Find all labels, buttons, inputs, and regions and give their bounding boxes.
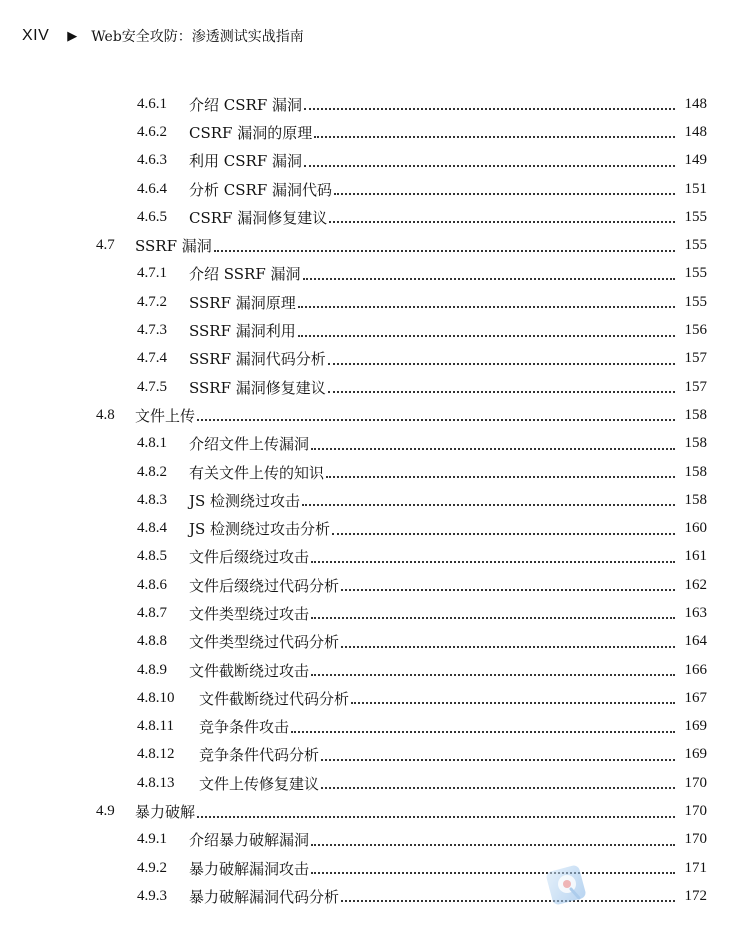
toc-dot-leader xyxy=(291,731,675,733)
toc-subsection-row[interactable] xyxy=(0,543,749,571)
toc-title: SSRF 漏洞原理 xyxy=(189,293,296,312)
toc-page-number: 160 xyxy=(684,520,707,537)
toc-dot-leader xyxy=(321,759,675,761)
toc-number: 4.7.5 xyxy=(137,378,167,395)
toc-page-number: 157 xyxy=(684,350,707,367)
toc-section-row[interactable] xyxy=(0,797,749,825)
toc-page-number: 166 xyxy=(684,661,707,678)
toc-number: 4.8.8 xyxy=(137,633,167,650)
toc-number: 4.8.9 xyxy=(137,661,167,678)
toc-dot-leader xyxy=(329,221,675,223)
watermark-logo-icon xyxy=(541,858,593,910)
toc-section-row[interactable] xyxy=(0,401,749,429)
toc-page-number: 151 xyxy=(684,180,707,197)
toc-page-number: 158 xyxy=(684,463,707,480)
toc-title: 介绍暴力破解漏洞 xyxy=(189,831,310,850)
toc-subsection-row[interactable] xyxy=(0,260,749,288)
toc-subsection-row[interactable] xyxy=(0,458,749,486)
toc-dot-leader xyxy=(298,306,675,308)
toc-title: 介绍 CSRF 漏洞 xyxy=(189,95,302,114)
toc-page-number: 148 xyxy=(684,123,707,140)
toc-subsection-row[interactable] xyxy=(0,854,749,882)
toc-page-number: 167 xyxy=(684,689,707,706)
toc-dot-leader xyxy=(328,391,675,393)
toc-subsection-row[interactable] xyxy=(0,769,749,797)
toc-page-number: 158 xyxy=(684,406,707,423)
toc-page-number: 171 xyxy=(684,859,707,876)
toc-title: 介绍 SSRF 漏洞 xyxy=(189,265,301,284)
toc-number: 4.7.3 xyxy=(137,322,167,339)
toc-dot-leader xyxy=(351,702,675,704)
toc-page-number: 170 xyxy=(684,831,707,848)
toc-number: 4.8.12 xyxy=(137,746,175,763)
toc-title: 竞争条件代码分析 xyxy=(199,746,320,765)
toc-subsection-row[interactable] xyxy=(0,345,749,373)
toc-dot-leader xyxy=(321,787,675,789)
toc-page-number: 148 xyxy=(684,95,707,112)
toc-page-number: 158 xyxy=(684,491,707,508)
toc-page-number: 155 xyxy=(684,208,707,225)
toc-number: 4.7 xyxy=(96,237,115,254)
toc-dot-leader xyxy=(341,646,675,648)
toc-subsection-row[interactable] xyxy=(0,599,749,627)
toc-title: 利用 CSRF 漏洞 xyxy=(189,152,302,171)
toc-number: 4.6.2 xyxy=(137,123,167,140)
toc-page-number: 164 xyxy=(684,633,707,650)
toc-dot-leader xyxy=(326,476,675,478)
toc-dot-leader xyxy=(311,448,675,450)
running-header xyxy=(22,24,304,48)
toc-subsection-row[interactable] xyxy=(0,118,749,146)
toc-page-number: 169 xyxy=(684,718,707,735)
toc-page-number: 169 xyxy=(684,746,707,763)
toc-dot-leader xyxy=(298,335,675,337)
toc-section-row[interactable] xyxy=(0,231,749,259)
toc-title: SSRF 漏洞 xyxy=(135,237,212,256)
toc-number: 4.7.4 xyxy=(137,350,167,367)
toc-number: 4.7.1 xyxy=(137,265,167,282)
toc-title: 文件截断绕过攻击 xyxy=(189,661,310,680)
toc-dot-leader xyxy=(304,165,675,167)
toc-dot-leader xyxy=(332,533,675,535)
toc-subsection-row[interactable] xyxy=(0,514,749,542)
toc-number: 4.8.13 xyxy=(137,774,175,791)
toc-title: 文件上传 xyxy=(135,406,196,425)
toc-dot-leader xyxy=(314,136,675,138)
toc-page-number: 170 xyxy=(684,803,707,820)
toc-subsection-row[interactable] xyxy=(0,288,749,316)
toc-title: 文件截断绕过代码分析 xyxy=(199,689,350,708)
toc-number: 4.9 xyxy=(96,803,115,820)
toc-subsection-row[interactable] xyxy=(0,713,749,741)
toc-subsection-row[interactable] xyxy=(0,90,749,118)
toc-number: 4.8.5 xyxy=(137,548,167,565)
toc-page-number: 172 xyxy=(684,887,707,904)
toc-number: 4.8.6 xyxy=(137,576,167,593)
toc-page-number: 156 xyxy=(684,322,707,339)
toc-title: 文件上传修复建议 xyxy=(199,774,320,793)
toc-number: 4.6.5 xyxy=(137,208,167,225)
toc-title: 暴力破解 xyxy=(135,803,196,822)
toc-subsection-row[interactable] xyxy=(0,373,749,401)
toc-title: JS 检测绕过攻击 xyxy=(189,491,301,510)
toc-subsection-row[interactable] xyxy=(0,628,749,656)
toc-dot-leader xyxy=(334,193,675,195)
toc-page-number: 155 xyxy=(684,237,707,254)
toc-subsection-row[interactable] xyxy=(0,316,749,344)
toc-dot-leader xyxy=(311,844,675,846)
toc-page-number: 163 xyxy=(684,604,707,621)
toc-page-number: 149 xyxy=(684,152,707,169)
toc-subsection-row[interactable] xyxy=(0,175,749,203)
toc-number: 4.6.4 xyxy=(137,180,167,197)
toc-subsection-row[interactable] xyxy=(0,571,749,599)
toc-dot-leader xyxy=(311,617,675,619)
book-title: Web安全攻防：渗透测试实战指南 xyxy=(91,29,304,45)
toc-number: 4.9.1 xyxy=(137,831,167,848)
toc-dot-leader xyxy=(303,278,675,280)
toc-title: 文件后缀绕过代码分析 xyxy=(189,576,340,595)
toc-number: 4.6.3 xyxy=(137,152,167,169)
table-of-contents xyxy=(0,90,749,911)
toc-dot-leader xyxy=(311,674,675,676)
toc-subsection-row[interactable] xyxy=(0,486,749,514)
toc-number: 4.8.3 xyxy=(137,491,167,508)
toc-subsection-row[interactable] xyxy=(0,430,749,458)
toc-dot-leader xyxy=(197,419,675,421)
toc-number: 4.8.2 xyxy=(137,463,167,480)
toc-title: SSRF 漏洞修复建议 xyxy=(189,378,326,397)
toc-dot-leader xyxy=(304,108,675,110)
toc-page-number: 170 xyxy=(684,774,707,791)
toc-page-number: 157 xyxy=(684,378,707,395)
toc-subsection-row[interactable] xyxy=(0,684,749,712)
toc-title: CSRF 漏洞的原理 xyxy=(189,123,313,142)
toc-dot-leader xyxy=(214,250,675,252)
toc-title: 竞争条件攻击 xyxy=(199,718,290,737)
toc-number: 4.7.2 xyxy=(137,293,167,310)
toc-dot-leader xyxy=(311,872,675,874)
toc-title: 文件类型绕过代码分析 xyxy=(189,633,340,652)
triangle-arrow-icon: ▶ xyxy=(67,28,78,44)
toc-number: 4.8.7 xyxy=(137,604,167,621)
toc-title: CSRF 漏洞修复建议 xyxy=(189,208,328,227)
toc-subsection-row[interactable] xyxy=(0,741,749,769)
toc-dot-leader xyxy=(197,816,675,818)
toc-title: SSRF 漏洞利用 xyxy=(189,322,296,341)
toc-number: 4.6.1 xyxy=(137,95,167,112)
toc-title: 暴力破解漏洞代码分析 xyxy=(189,887,340,906)
toc-number: 4.8.4 xyxy=(137,520,167,537)
toc-page-number: 155 xyxy=(684,265,707,282)
toc-title: SSRF 漏洞代码分析 xyxy=(189,350,326,369)
toc-subsection-row[interactable] xyxy=(0,882,749,910)
toc-number: 4.8.10 xyxy=(137,689,175,706)
toc-title: 暴力破解漏洞攻击 xyxy=(189,859,310,878)
toc-title: 介绍文件上传漏洞 xyxy=(189,435,310,454)
toc-subsection-row[interactable] xyxy=(0,656,749,684)
toc-dot-leader xyxy=(341,589,675,591)
toc-page-number: 158 xyxy=(684,435,707,452)
toc-number: 4.9.2 xyxy=(137,859,167,876)
toc-number: 4.8 xyxy=(96,406,115,423)
toc-page-number: 161 xyxy=(684,548,707,565)
toc-subsection-row[interactable] xyxy=(0,203,749,231)
toc-dot-leader xyxy=(302,504,675,506)
toc-page-number: 162 xyxy=(684,576,707,593)
toc-dot-leader xyxy=(341,900,675,902)
toc-dot-leader xyxy=(311,561,675,563)
toc-title: JS 检测绕过攻击分析 xyxy=(189,520,331,539)
toc-subsection-row[interactable] xyxy=(0,147,749,175)
toc-number: 4.8.11 xyxy=(137,718,174,735)
toc-title: 文件类型绕过攻击 xyxy=(189,604,310,623)
toc-title: 有关文件上传的知识 xyxy=(189,463,325,482)
toc-dot-leader xyxy=(328,363,675,365)
toc-title: 文件后缀绕过攻击 xyxy=(189,548,310,567)
toc-number: 4.8.1 xyxy=(137,435,167,452)
toc-subsection-row[interactable] xyxy=(0,826,749,854)
toc-title: 分析 CSRF 漏洞代码 xyxy=(189,180,332,199)
toc-page-number: 155 xyxy=(684,293,707,310)
toc-number: 4.9.3 xyxy=(137,887,167,904)
page-number: XIV xyxy=(22,27,50,44)
